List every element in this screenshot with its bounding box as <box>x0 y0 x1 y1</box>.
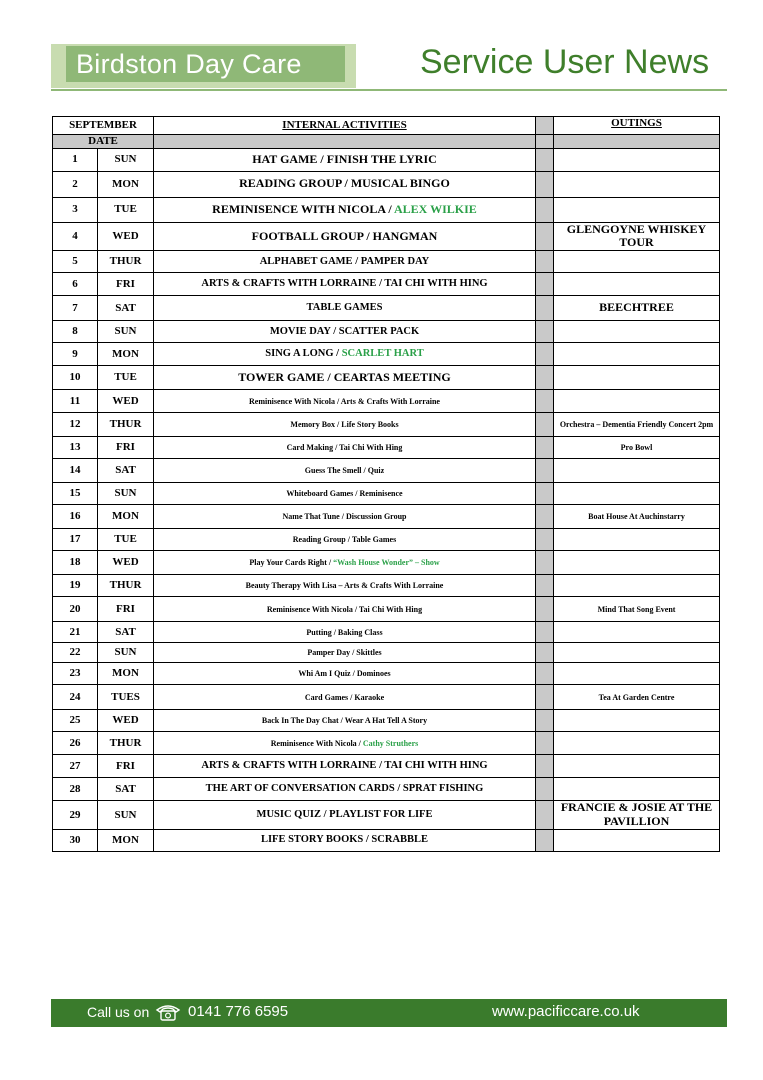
activity-text: Reminisence With Nicola / Tai Chi With Hing <box>266 604 423 614</box>
table-row <box>53 390 720 413</box>
day-of-week: SAT <box>98 296 154 321</box>
activity-text: Whi Am I Quiz / Dominoes <box>298 669 391 679</box>
shaded-spacer <box>536 829 554 851</box>
outing-cell: BEECHTREE <box>554 296 720 321</box>
footer-phone-number: 0141 776 6595 <box>188 1003 289 1020</box>
internal-activity-cell <box>154 801 536 830</box>
day-of-week: THUR <box>98 413 154 437</box>
header-divider <box>51 89 727 91</box>
shaded-spacer <box>536 505 554 529</box>
month-header: SEPTEMBER <box>53 117 154 135</box>
activity-text: Beauty Therapy With Lisa – Arts & Crafts With Lorraine <box>245 581 444 591</box>
day-of-week: THUR <box>98 251 154 273</box>
day-of-week: MON <box>98 343 154 366</box>
day-of-week: MON <box>98 829 154 851</box>
table-row <box>53 829 720 851</box>
outing-cell <box>554 710 720 732</box>
outing-cell <box>554 343 720 366</box>
outing-cell <box>554 459 720 483</box>
activity-text: Whiteboard Games / Reminisence <box>286 489 403 499</box>
shaded-spacer <box>536 413 554 437</box>
outing-cell <box>554 755 720 778</box>
date-number: 17 <box>53 529 98 551</box>
activity-text: Reading Group / Table Games <box>292 535 397 545</box>
table-row <box>53 273 720 296</box>
internal-activity-cell <box>154 529 536 551</box>
date-number: 23 <box>53 663 98 685</box>
day-of-week: TUES <box>98 685 154 710</box>
table-row <box>53 483 720 505</box>
outing-cell <box>554 643 720 663</box>
date-number: 11 <box>53 390 98 413</box>
table-row <box>53 197 720 222</box>
table-row <box>53 296 720 321</box>
date-number: 29 <box>53 801 98 830</box>
date-number: 24 <box>53 685 98 710</box>
internal-activity-cell <box>154 643 536 663</box>
date-number: 30 <box>53 829 98 851</box>
shaded-spacer <box>536 273 554 296</box>
date-number: 26 <box>53 732 98 755</box>
activity-text: MOVIE DAY / SCATTER PACK <box>269 325 420 337</box>
internal-activity-cell <box>154 732 536 755</box>
internal-activity-cell <box>154 459 536 483</box>
date-number: 8 <box>53 321 98 343</box>
activity-text: READING GROUP / MUSICAL BINGO <box>239 176 450 191</box>
outing-cell <box>554 148 720 171</box>
activity-text: Back In The Day Chat / Wear A Hat Tell A Story <box>261 716 428 726</box>
table-row <box>53 643 720 663</box>
schedule-body <box>53 117 720 852</box>
activity-text: ALPHABET GAME / PAMPER DAY <box>259 255 430 267</box>
outing-cell <box>554 575 720 597</box>
outing-cell <box>554 171 720 197</box>
day-of-week: WED <box>98 551 154 575</box>
shaded-spacer <box>536 251 554 273</box>
date-number: 7 <box>53 296 98 321</box>
activity-text: Card Making / Tai Chi With Hing <box>286 443 403 453</box>
shaded-spacer <box>536 343 554 366</box>
day-of-week: WED <box>98 222 154 251</box>
date-label-row <box>53 135 720 149</box>
outing-cell <box>554 663 720 685</box>
internal-activity-cell <box>154 296 536 321</box>
activity-text: TOWER GAME / CEARTAS MEETING <box>238 369 451 384</box>
shaded-spacer <box>536 755 554 778</box>
shaded-spacer <box>536 483 554 505</box>
internal-activity-cell <box>154 778 536 801</box>
internal-activity-cell <box>154 273 536 296</box>
day-of-week: SAT <box>98 622 154 643</box>
outing-cell: Mind That Song Event <box>554 597 720 622</box>
shaded-spacer <box>536 643 554 663</box>
date-number: 6 <box>53 273 98 296</box>
date-number: 10 <box>53 366 98 390</box>
internal-activity-cell <box>154 197 536 222</box>
table-row <box>53 732 720 755</box>
day-of-week: SUN <box>98 483 154 505</box>
table-row <box>53 505 720 529</box>
day-of-week: WED <box>98 710 154 732</box>
outing-cell <box>554 390 720 413</box>
shaded-cell <box>154 135 536 149</box>
day-of-week: MON <box>98 505 154 529</box>
shaded-spacer <box>536 117 554 135</box>
outing-cell <box>554 273 720 296</box>
internal-activity-cell <box>154 755 536 778</box>
shaded-spacer <box>536 296 554 321</box>
page-title: Service User News <box>420 43 710 81</box>
day-of-week: MON <box>98 171 154 197</box>
internal-activity-cell <box>154 483 536 505</box>
date-number: 27 <box>53 755 98 778</box>
day-of-week: FRI <box>98 755 154 778</box>
activity-text: SING A LONG / <box>265 348 342 360</box>
table-row <box>53 755 720 778</box>
table-row <box>53 663 720 685</box>
date-number: 13 <box>53 437 98 459</box>
day-of-week: FRI <box>98 597 154 622</box>
internal-activity-cell <box>154 551 536 575</box>
internal-activity-cell <box>154 829 536 851</box>
day-of-week: WED <box>98 390 154 413</box>
activity-text: FOOTBALL GROUP / HANGMAN <box>251 228 438 243</box>
activity-schedule-table <box>52 116 720 852</box>
shaded-spacer <box>536 321 554 343</box>
internal-activity-cell <box>154 575 536 597</box>
day-of-week: TUE <box>98 197 154 222</box>
activity-text: Reminisence With Nicola / Arts & Crafts With Lorraine <box>249 396 440 406</box>
table-row <box>53 685 720 710</box>
table-row <box>53 459 720 483</box>
date-number: 9 <box>53 343 98 366</box>
table-row <box>53 343 720 366</box>
date-number: 21 <box>53 622 98 643</box>
activity-text: Memory Box / Life Story Books <box>290 420 399 430</box>
date-number: 1 <box>53 148 98 171</box>
table-row <box>53 171 720 197</box>
footer-call-label: Call us on <box>87 1004 150 1020</box>
shaded-spacer <box>536 685 554 710</box>
shaded-spacer <box>536 529 554 551</box>
internal-activity-cell <box>154 710 536 732</box>
day-of-week: TUE <box>98 529 154 551</box>
shaded-spacer <box>536 390 554 413</box>
outing-cell <box>554 732 720 755</box>
day-of-week: SUN <box>98 148 154 171</box>
outing-cell <box>554 529 720 551</box>
footer-website: www.pacificcare.co.uk <box>492 1003 640 1020</box>
date-number: 22 <box>53 643 98 663</box>
date-number: 16 <box>53 505 98 529</box>
table-row <box>53 366 720 390</box>
table-row <box>53 551 720 575</box>
day-of-week: SUN <box>98 321 154 343</box>
activity-text: Play Your Cards Right / <box>249 558 334 568</box>
day-of-week: THUR <box>98 732 154 755</box>
outing-cell <box>554 251 720 273</box>
date-number: 18 <box>53 551 98 575</box>
shaded-spacer <box>536 622 554 643</box>
outing-cell: Tea At Garden Centre <box>554 685 720 710</box>
internal-activity-cell <box>154 390 536 413</box>
internal-activities-header: INTERNAL ACTIVITIES <box>154 117 536 135</box>
table-row <box>53 529 720 551</box>
outing-cell <box>554 321 720 343</box>
day-of-week: SUN <box>98 801 154 830</box>
shaded-spacer <box>536 551 554 575</box>
outing-cell: Orchestra – Dementia Friendly Concert 2pm <box>554 413 720 437</box>
table-row <box>53 148 720 171</box>
date-number: 25 <box>53 710 98 732</box>
outing-cell: Pro Bowl <box>554 437 720 459</box>
shaded-spacer <box>536 778 554 801</box>
table-row <box>53 710 720 732</box>
day-of-week: FRI <box>98 273 154 296</box>
internal-activity-cell <box>154 505 536 529</box>
internal-activity-cell <box>154 321 536 343</box>
day-of-week: SAT <box>98 459 154 483</box>
activity-text: Guess The Smell / Quiz <box>304 466 385 476</box>
shaded-spacer <box>536 171 554 197</box>
activity-text: Reminisence With Nicola / <box>270 738 363 748</box>
outing-cell <box>554 829 720 851</box>
activity-text: REMINISENCE WITH NICOLA / <box>212 201 394 216</box>
activity-text: Pamper Day / Skittles <box>307 648 382 658</box>
shaded-spacer <box>536 732 554 755</box>
outing-cell <box>554 551 720 575</box>
internal-activity-cell <box>154 663 536 685</box>
activity-text: ARTS & CRAFTS WITH LORRAINE / TAI CHI WITH HING <box>201 760 488 772</box>
table-row <box>53 778 720 801</box>
activity-text: Name That Tune / Discussion Group <box>282 512 407 522</box>
table-row <box>53 413 720 437</box>
outings-header: OUTINGS <box>554 117 720 135</box>
date-header: DATE <box>53 135 154 149</box>
shaded-spacer <box>536 437 554 459</box>
date-number: 5 <box>53 251 98 273</box>
date-number: 15 <box>53 483 98 505</box>
shaded-spacer <box>536 222 554 251</box>
internal-activity-cell <box>154 413 536 437</box>
table-row <box>53 222 720 251</box>
activity-text: Putting / Baking Class <box>306 627 383 637</box>
table-header-row <box>53 117 720 135</box>
shaded-spacer <box>536 801 554 830</box>
internal-activity-cell <box>154 597 536 622</box>
outing-cell <box>554 197 720 222</box>
phone-icon <box>155 1003 181 1021</box>
shaded-spacer <box>536 663 554 685</box>
table-row <box>53 321 720 343</box>
activity-text: TABLE GAMES <box>306 302 383 314</box>
internal-activity-cell <box>154 685 536 710</box>
day-of-week: FRI <box>98 437 154 459</box>
activity-guest-highlight: “Wash House Wonder” – Show <box>333 558 440 568</box>
shaded-spacer <box>536 197 554 222</box>
day-of-week: SAT <box>98 778 154 801</box>
activity-text: LIFE STORY BOOKS / SCRABBLE <box>260 834 429 846</box>
shaded-spacer <box>536 459 554 483</box>
outing-cell <box>554 622 720 643</box>
date-number: 14 <box>53 459 98 483</box>
logo-text: Birdston Day Care <box>76 49 302 79</box>
internal-activity-cell <box>154 148 536 171</box>
table-row <box>53 575 720 597</box>
shaded-spacer <box>536 135 554 149</box>
activity-text: Card Games / Karaoke <box>304 692 385 702</box>
day-of-week: TUE <box>98 366 154 390</box>
internal-activity-cell <box>154 622 536 643</box>
shaded-spacer <box>536 148 554 171</box>
shaded-spacer <box>536 575 554 597</box>
day-of-week: SUN <box>98 643 154 663</box>
date-number: 3 <box>53 197 98 222</box>
internal-activity-cell <box>154 251 536 273</box>
internal-activity-cell <box>154 222 536 251</box>
date-number: 12 <box>53 413 98 437</box>
activity-text: THE ART OF CONVERSATION CARDS / SPRAT FISHING <box>205 783 484 795</box>
activity-guest-highlight: Cathy Struthers <box>362 738 419 748</box>
activity-text: HAT GAME / FINISH THE LYRIC <box>252 151 437 166</box>
table-row <box>53 251 720 273</box>
outing-cell <box>554 778 720 801</box>
date-number: 4 <box>53 222 98 251</box>
table-row <box>53 622 720 643</box>
internal-activity-cell <box>154 343 536 366</box>
internal-activity-cell <box>154 437 536 459</box>
shaded-spacer <box>536 710 554 732</box>
shaded-cell <box>554 135 720 149</box>
shaded-spacer <box>536 597 554 622</box>
internal-activity-cell <box>154 366 536 390</box>
outing-cell: Boat House At Auchinstarry <box>554 505 720 529</box>
outing-cell: FRANCIE & JOSIE AT THE PAVILLION <box>554 801 720 830</box>
shaded-spacer <box>536 366 554 390</box>
activity-text: ARTS & CRAFTS WITH LORRAINE / TAI CHI WITH HING <box>201 278 488 290</box>
activity-guest-highlight: SCARLET HART <box>341 348 424 360</box>
outing-cell: GLENGOYNE WHISKEY TOUR <box>554 222 720 251</box>
table-row <box>53 437 720 459</box>
date-number: 20 <box>53 597 98 622</box>
outing-cell <box>554 483 720 505</box>
internal-activity-cell <box>154 171 536 197</box>
date-number: 2 <box>53 171 98 197</box>
day-of-week: MON <box>98 663 154 685</box>
table-row <box>53 801 720 830</box>
outing-cell <box>554 366 720 390</box>
table-row <box>53 597 720 622</box>
date-number: 19 <box>53 575 98 597</box>
day-of-week: THUR <box>98 575 154 597</box>
date-number: 28 <box>53 778 98 801</box>
activity-text: MUSIC QUIZ / PLAYLIST FOR LIFE <box>256 809 433 820</box>
activity-guest-highlight: ALEX WILKIE <box>394 201 477 216</box>
